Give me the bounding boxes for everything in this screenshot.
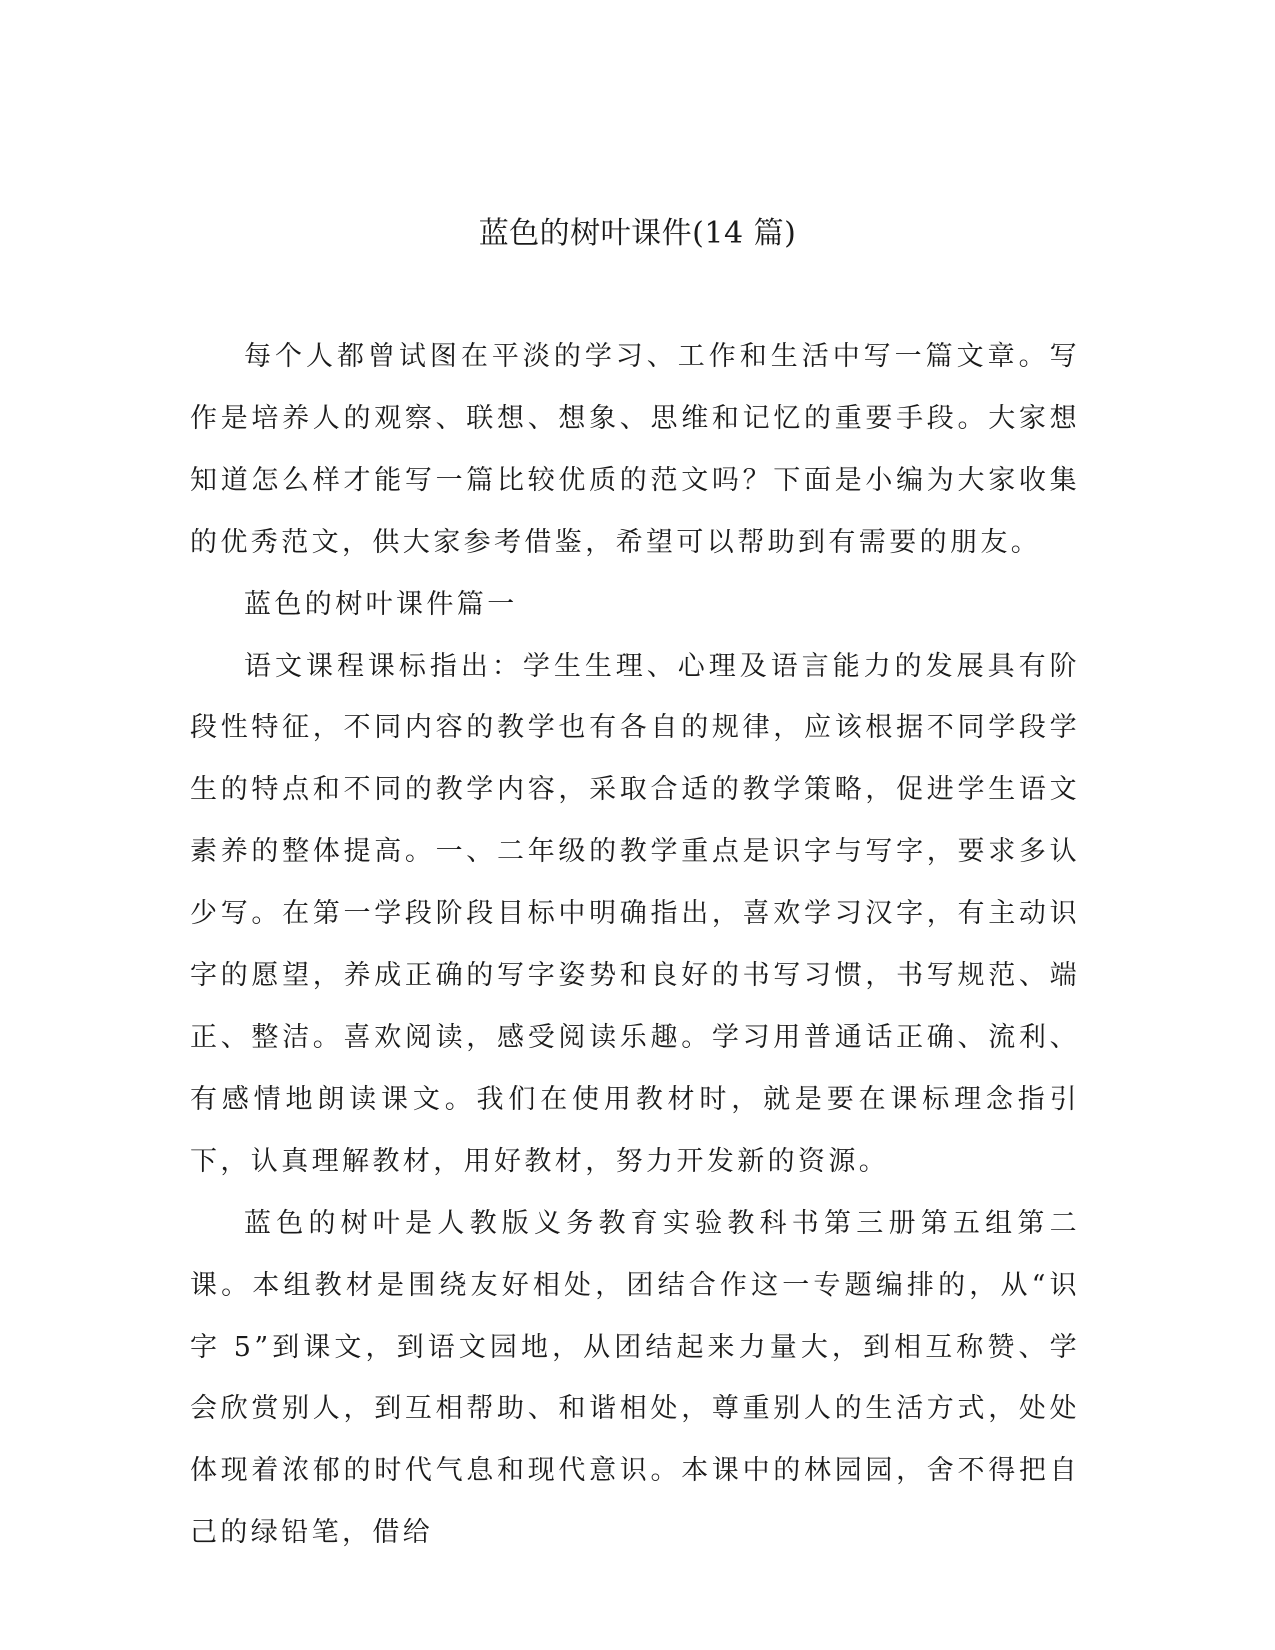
document-title: 蓝色的树叶课件(14 篇)	[478, 216, 797, 251]
intro-paragraph: 每个人都曾试图在平淡的学习、工作和生活中写一篇文章。写作是培养人的观察、联想、想象、思维和记忆的重要手段。大家想知道怎么样才能写一篇比较优质的范文吗？下面是小编为大家收集的优秀范文，供大家参考借鉴，希望可以帮助到有需要的朋友。	[190, 341, 1080, 558]
document-body	[190, 326, 1080, 1564]
body-paragraph: 蓝色的树叶是人教版义务教育实验教科书第三册第五组第二课。本组教材是围绕友好相处，团结合作这一专题编排的，从“识字 5”到课文，到语文园地，从团结起来力量大，到相互称赞、学会欣赏别人，到互相帮助、和谐相处，尊重别人的生活方式，处处体现着浓郁的时代气息和现代意识。本课中的林园园，舍不得把自己的绿铅笔，借给	[190, 1207, 1080, 1549]
body-paragraph: 语文课程课标指出：学生生理、心理及语言能力的发展具有阶段性特征，不同内容的教学也有各自的规律，应该根据不同学段学生的特点和不同的教学内容，采取合适的教学策略，促进学生语文素养的整体提高。一、二年级的教学重点是识字与写字，要求多认少写。在第一学段阶段目标中明确指出，喜欢学习汉字，有主动识字的愿望，养成正确的写字姿势和良好的书写习惯，书写规范、端正、整洁。喜欢阅读，感受阅读乐趣。学习用普通话正确、流利、有感情地朗读课文。我们在使用教材时，就是要在课标理念指引下，认真理解教材，用好教材，努力开发新的资源。	[190, 650, 1080, 1177]
section-heading: 蓝色的树叶课件篇一	[244, 588, 518, 620]
